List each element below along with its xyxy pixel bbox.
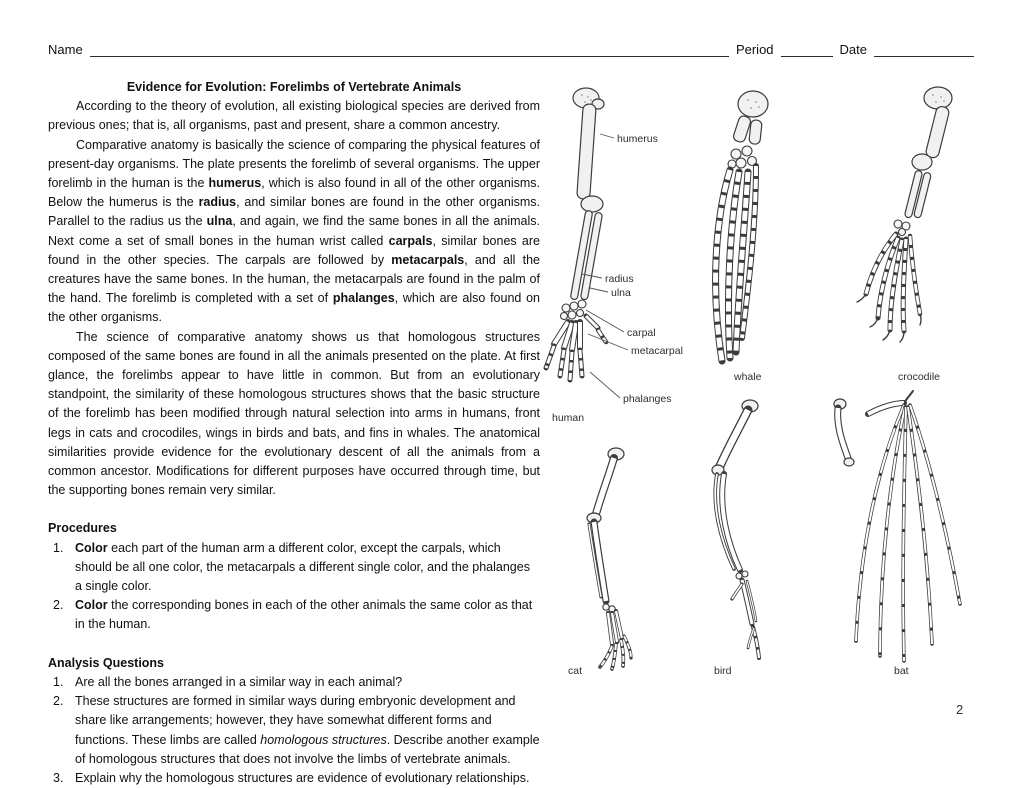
analysis-item-2-text: These structures are formed in similar ways during embryonic development and share like arrangements; however, they have somewhat different forms and functions. These limbs are called homologous structures. Describe another example of homologous structures that does not involve the limbs of vertebrate animals. <box>75 694 540 766</box>
document-body <box>48 78 540 788</box>
label-bat: bat <box>894 665 909 677</box>
whale-forelimb-figure <box>716 91 768 361</box>
label-cat: cat <box>568 665 583 677</box>
date-blank-line <box>874 42 974 57</box>
procedure-item-1-number: 1. <box>53 540 64 555</box>
paragraph-comparative-anatomy: Comparative anatomy is basically the science of comparing the physical features of present-day organisms. The plate presents the forelimb of several organisms. The upper forelimb in the human is the humerus, which is also found in all of the other organisms. Below the humerus is the radius, and similar bones are found in the other organisms. Parallel to the radius us the ulna, and again, we find the same bones in all the animals. Next come a set of small bones in the human wrist called carpals, similar bones are found in the other species. The carpals are followed by metacarpals, and all the creatures have the same bones. In the human, the metacarpals are found in the palm of the hand. The forelimb is completed with a set of phalanges, which are also found on the other organisms. <box>48 137 541 325</box>
period-label: Period <box>735 42 774 57</box>
label-whale: whale <box>734 371 762 383</box>
crocodile-forelimb-figure <box>857 87 952 342</box>
name-blank-line <box>90 42 729 57</box>
label-crocodile: crocodile <box>898 371 941 383</box>
analysis-item-3-text: Explain why the homologous structures are evidence of evolutionary relationships. <box>75 770 530 785</box>
analysis-heading: Analysis Questions <box>48 655 165 670</box>
procedure-item-1 <box>48 539 540 597</box>
label-humerus: humerus <box>617 133 658 145</box>
date-label: Date <box>839 42 867 57</box>
forelimbs-plate <box>538 76 1006 704</box>
analysis-item-1-text: Are all the bones arranged in a similar way in each animal? <box>75 674 403 689</box>
analysis-item-3-number: 3. <box>53 770 64 785</box>
label-ulna: ulna <box>611 287 631 299</box>
procedures-heading: Procedures <box>48 521 117 536</box>
label-bird: bird <box>714 665 732 677</box>
worksheet-header <box>48 42 974 57</box>
period-blank-line <box>781 42 833 57</box>
analysis-item-1-number: 1. <box>53 674 64 689</box>
analysis-item-3 <box>48 769 540 788</box>
name-label: Name <box>48 42 83 57</box>
procedure-item-2-text: Color the corresponding bones in each of the other animals the same color as that in the human. <box>75 598 533 632</box>
label-human: human <box>552 412 585 424</box>
bat-forelimb-figure <box>834 391 960 661</box>
human-forelimb-figure <box>546 88 628 398</box>
label-radius: radius <box>605 273 634 285</box>
paragraph-intro: According to the theory of evolution, all existing biological species are derived from previous ones; that is, all organisms, past and present, share a common ancestry. <box>48 99 540 133</box>
cat-forelimb-figure <box>587 448 631 669</box>
paragraph-homologous: The science of comparative anatomy shows us that homologous structures composed of the same bones are found in all the animals presented on the plate. At first glance, the forelimbs appear to have little in common. But from an evolutionary standpoint, the similarity of these homologous structures shows that the basic structure of the forelimb has been modified through natural selection into arms in humans, front legs in cats and crocodiles, wings in birds and bats, and fins in whales. The anatomical similarities provide evidence for the evolutionary descent of all the animals from a common ancestor. Modifications for different purposes have occurred through time, but the supporting bones remain very similar. <box>48 329 540 498</box>
analysis-item-2-number: 2. <box>53 694 64 709</box>
procedure-item-1-text: Color each part of the human arm a different color, except the carpals, which should be all one color, the metacarpals a different single color, and the phalanges a single color. <box>75 540 530 594</box>
page-number: 2 <box>956 702 964 717</box>
label-metacarpal: metacarpal <box>631 345 683 357</box>
procedure-item-2 <box>48 596 540 634</box>
forelimbs-plate-svg <box>538 76 1006 704</box>
procedure-item-2-number: 2. <box>53 598 64 613</box>
bird-forelimb-figure <box>712 400 759 658</box>
analysis-item-2 <box>48 692 540 769</box>
analysis-item-1 <box>48 673 540 692</box>
label-phalanges: phalanges <box>623 393 672 405</box>
document-title: Evidence for Evolution: Forelimbs of Vertebrate Animals <box>126 80 462 94</box>
label-carpal: carpal <box>627 327 656 339</box>
